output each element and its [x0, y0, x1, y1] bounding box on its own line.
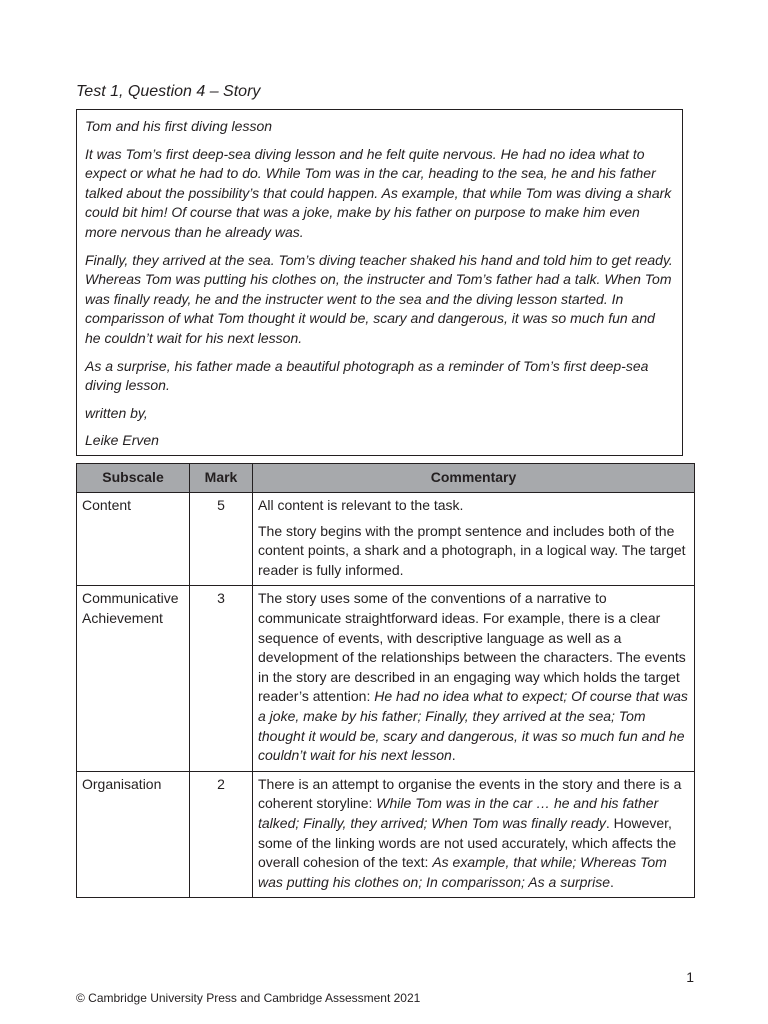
quoted-example: He had no idea what to expect; Of course that was a joke, make by his father; Finally, they arrived at the sea; Tom thought it would be, scary and dangerous, it was so much fun and he couldn’t wait for his next lesson	[258, 688, 688, 764]
page-number: 1	[686, 969, 694, 985]
table-row	[77, 493, 695, 586]
commentary-text: There is an attempt to organise the events in the story and there is a coherent storyline:	[258, 775, 682, 812]
mark-cell: 2	[190, 771, 253, 898]
header-commentary: Commentary	[253, 464, 695, 493]
copyright-notice: © Cambridge University Press and Cambridge Assessment 2021	[76, 991, 421, 1005]
story-paragraph: As a surprise, his father made a beautiful photograph as a reminder of Tom’s first deep-sea diving lesson.	[85, 357, 649, 394]
story-paragraph: It was Tom’s first deep-sea diving lesson and he felt quite nervous. He had no idea what to expect or what he had to do. While Tom was in the car, heading to the sea, he and his father talked about the possibility’s that could happen. As example, that while Tom was diving a shark could bit him! Of course that was a joke, make by his father on purpose to make him even more nervous than he already was.	[85, 145, 672, 240]
commentary-text: The story uses some of the conventions of a narrative to communicate straightforward ideas. For example, there is a clear sequence of events, with descriptive language as well as a development of the relationships between the characters. The events in the story are described in an engaging way which holds the target reader’s attention:	[258, 590, 686, 705]
subscale-cell: Organisation	[77, 771, 190, 898]
story-box	[76, 109, 683, 456]
commentary-cell	[253, 771, 695, 898]
table-row	[77, 771, 695, 898]
commentary-text: The story begins with the prompt sentence and includes both of the content points, a shark and a photograph, in a logical way. The target reader is fully informed.	[258, 522, 686, 578]
commentary-text: .	[451, 747, 456, 764]
commentary-paragraph	[258, 496, 689, 516]
table-header-row	[77, 464, 695, 493]
header-subscale: Subscale	[77, 464, 190, 493]
quoted-example: While Tom was in the car … he and his father talked; Finally, they arrived; When Tom was finally ready	[258, 795, 659, 831]
commentary-paragraph	[258, 589, 689, 765]
commentary-text: . However, some of the linking words are not used accurately, which affects the overall cohesion of the text:	[258, 814, 677, 871]
commentary-text: .	[609, 873, 614, 890]
mark-cell: 5	[190, 493, 253, 586]
mark-cell: 3	[190, 586, 253, 771]
page-heading: Test 1, Question 4 – Story	[76, 83, 261, 100]
subscale-cell: Content	[77, 493, 190, 586]
commentary-cell	[253, 586, 695, 771]
table-row	[77, 586, 695, 771]
commentary-paragraph	[258, 775, 689, 893]
commentary-text: All content is relevant to the task.	[258, 497, 464, 513]
header-mark: Mark	[190, 464, 253, 493]
commentary-paragraph	[258, 522, 689, 581]
story-paragraph: Finally, they arrived at the sea. Tom’s diving teacher shaked his hand and told him to get ready. Whereas Tom was putting his clothes on, the instructer and Tom’s father had a talk. When Tom was finally ready, he and the instructer went to the sea and the diving lesson started. In comparisson of what Tom thought it would be, scary and dangerous, it was so much fun and he couldn’t wait for his next lesson.	[85, 251, 673, 346]
assessment-table	[76, 463, 695, 898]
story-title: Tom and his first diving lesson	[85, 118, 273, 134]
story-signoff: written by,	[85, 404, 148, 421]
subscale-cell: Communicative Achievement	[77, 586, 190, 771]
quoted-example: As example, that while; Whereas Tom was putting his clothes on; In comparisson; As a surprise	[258, 854, 667, 890]
commentary-cell	[253, 493, 695, 586]
story-author: Leike Erven	[85, 432, 159, 449]
